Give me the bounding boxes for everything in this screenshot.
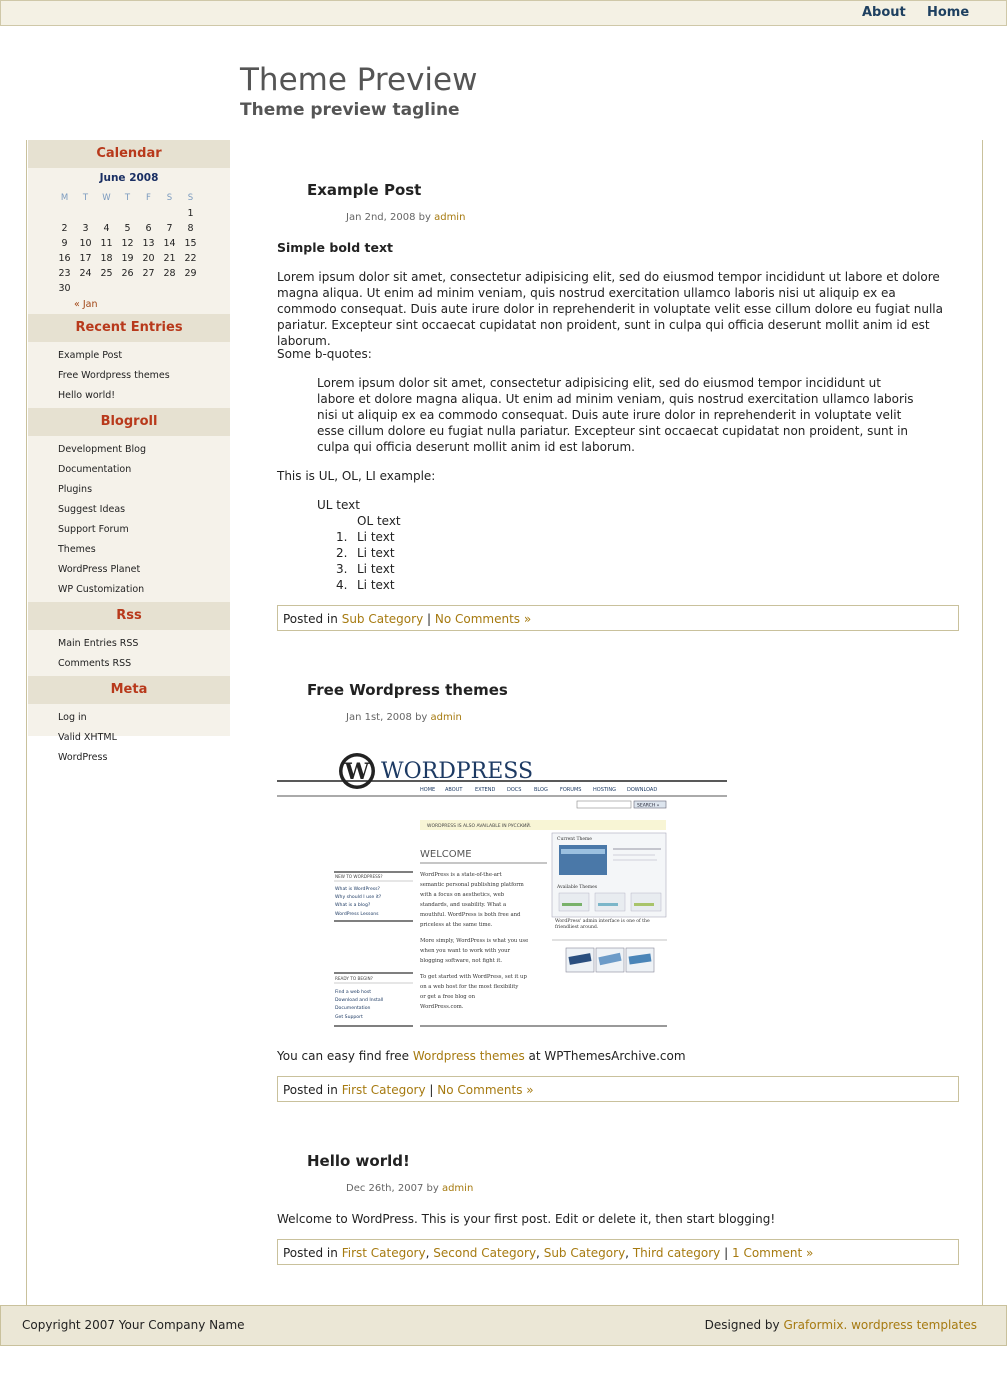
wp-current-theme: Current Theme — [557, 837, 592, 842]
calendar-day: 27 — [142, 268, 155, 279]
wordpress-logo-icon — [339, 753, 375, 789]
comments-link[interactable]: No Comments » — [437, 1083, 534, 1097]
designed-by-label: Designed by — [704, 1318, 780, 1332]
blogroll-link[interactable]: Development Blog — [58, 444, 146, 455]
wp-search-box — [577, 801, 631, 808]
wp-more-line: More simply, WordPress is what you use — [420, 938, 529, 944]
comma: , — [425, 1246, 430, 1260]
rss-list — [28, 630, 230, 676]
blogroll-link[interactable]: Plugins — [58, 484, 93, 495]
rss-link[interactable]: Comments RSS — [58, 658, 132, 669]
calendar-day: 11 — [100, 238, 113, 249]
post-paragraph: Welcome to WordPress. This is your first post. Edit or delete it, then start blogging! — [277, 1212, 776, 1226]
comments-link[interactable]: No Comments » — [434, 612, 532, 626]
calendar-day: 17 — [79, 253, 92, 264]
wp-available-themes: Available Themes — [557, 885, 598, 890]
weekday: M — [60, 193, 69, 203]
weekday: W — [102, 193, 111, 203]
comma: , — [625, 1246, 629, 1260]
calendar-day: 9 — [61, 238, 68, 249]
blogroll-link[interactable]: Support Forum — [58, 524, 129, 535]
rss-heading: Rss — [28, 602, 230, 630]
post-meta — [346, 712, 462, 723]
blogroll-link[interactable]: Suggest Ideas — [58, 504, 126, 515]
blogroll-link[interactable]: WP Customization — [58, 584, 145, 595]
wp-caption-line: WordPress' admin interface is one of the — [555, 919, 650, 924]
meta-heading: Meta — [28, 676, 230, 704]
li-item: Li text — [357, 562, 395, 576]
wp-search-button: SEARCH » — [637, 803, 660, 809]
li-item: Li text — [357, 530, 395, 544]
post-footer — [277, 1076, 959, 1102]
post-paragraph — [277, 1048, 957, 1064]
post-author-link[interactable]: admin — [441, 1183, 474, 1194]
post-title[interactable]: Hello world! — [307, 1152, 410, 1170]
rss-link[interactable]: Main Entries RSS — [58, 638, 139, 649]
posted-in-label: Posted in — [283, 612, 338, 626]
wp-ready-heading: READY TO BEGIN? — [335, 976, 373, 981]
wp-ready-link: Documentation — [335, 1006, 371, 1011]
posted-in-label: Posted in — [283, 1083, 338, 1097]
calendar-day — [159, 206, 180, 221]
recent-entry-link[interactable]: Free Wordpress themes — [58, 370, 170, 381]
wp-menu-item: DOCS — [507, 787, 522, 793]
post-author-link[interactable]: admin — [434, 212, 466, 223]
designed-by — [705, 1318, 977, 1332]
calendar-day — [75, 206, 96, 221]
nav-about-link[interactable]: About — [862, 5, 906, 20]
calendar-day: 2 — [61, 223, 68, 234]
category-link[interactable]: Third category — [632, 1246, 721, 1260]
text-after-link: at WPThemesArchive.com — [528, 1049, 686, 1063]
calendar-heading: Calendar — [28, 140, 230, 168]
wordpress-themes-link[interactable]: Wordpress themes — [412, 1049, 525, 1063]
wp-welcome: WELCOME — [420, 849, 472, 860]
posted-in-label: Posted in — [283, 1246, 338, 1260]
calendar-day: 13 — [142, 238, 155, 249]
wp-caption-line: friendliest around. — [555, 925, 599, 930]
recent-entries-heading: Recent Entries — [28, 314, 230, 342]
wp-intro-line: standards, and usability. What a — [420, 902, 507, 908]
calendar-day: 30 — [58, 283, 71, 294]
wp-menu-item: ABOUT — [445, 787, 463, 793]
post-date: Dec 26th, 2007 by — [346, 1183, 439, 1194]
wp-intro-line: semantic personal publishing platform — [420, 882, 524, 888]
calendar-day: 8 — [187, 223, 194, 234]
calendar-day: 19 — [121, 253, 134, 264]
post-date: Jan 2nd, 2008 by — [346, 212, 431, 223]
weekday: T — [124, 193, 131, 203]
bquotes-label: Some b-quotes: — [277, 347, 372, 361]
wp-thumbnails — [566, 948, 654, 972]
weekday: T — [82, 193, 89, 203]
wp-ready-link: Get Support — [335, 1015, 363, 1020]
svg-text:W: W — [344, 759, 370, 785]
post-date: Jan 1st, 2008 by — [346, 712, 428, 723]
text-before-link: You can easy find free — [277, 1049, 410, 1063]
calendar-day — [117, 206, 138, 221]
separator: | — [429, 1083, 434, 1097]
calendar-day — [180, 281, 201, 296]
wp-start-line: To get started with WordPress, set it up — [420, 974, 527, 980]
nav-home-link[interactable]: Home — [927, 5, 970, 20]
calendar-day: 15 — [184, 238, 197, 249]
calendar-day: 10 — [79, 238, 92, 249]
meta-link[interactable]: Valid XHTML — [58, 732, 117, 743]
calendar-day: 23 — [58, 268, 71, 279]
wp-ready-link: Find a web host — [335, 990, 372, 995]
wp-start-line: WordPress.com. — [420, 1004, 464, 1010]
calendar-day: 7 — [166, 223, 173, 234]
wp-new-link: WordPress Lessons — [335, 912, 379, 917]
wp-menu-item: HOME — [420, 787, 436, 793]
blogroll-link[interactable]: WordPress Planet — [58, 564, 141, 575]
weekday: S — [166, 193, 173, 203]
meta-link[interactable]: Log in — [58, 712, 87, 723]
calendar-day: 20 — [142, 253, 155, 264]
calendar-day: 21 — [163, 253, 176, 264]
separator: | — [724, 1246, 729, 1260]
wp-intro-line: WordPress is a state-of-the-art — [420, 872, 502, 878]
calendar-day: 3 — [82, 223, 89, 234]
category-link[interactable]: First Category — [341, 1246, 426, 1260]
wp-new-heading: NEW TO WORDPRESS? — [335, 874, 383, 879]
calendar-day: 25 — [100, 268, 113, 279]
blogroll-heading: Blogroll — [28, 408, 230, 436]
category-link[interactable]: First Category — [341, 1083, 426, 1097]
weekday: F — [146, 193, 151, 203]
wordpress-screenshot-image — [277, 745, 727, 1030]
li-item: Li text — [357, 546, 395, 560]
wp-more-line: blogging software, not fight it. — [420, 958, 503, 964]
wp-new-link: What is WordPress? — [335, 887, 380, 892]
weekday: S — [187, 193, 194, 203]
calendar-day — [138, 206, 159, 221]
wp-logo-text: WORDPRESS — [381, 759, 534, 784]
category-link[interactable]: Sub Category — [341, 612, 424, 626]
calendar-day: 29 — [184, 268, 197, 279]
calendar-table — [54, 190, 201, 296]
wp-ready-link: Download and Install — [335, 998, 384, 1003]
calendar-day: 1 — [187, 208, 194, 219]
calendar-day: 6 — [145, 223, 152, 234]
calendar-day: 24 — [79, 268, 92, 279]
blockquote: Lorem ipsum dolor sit amet, consectetur adipisicing elit, sed do eiusmod tempor incididunt ut labore et dolore magna aliqua. Ut enim ad minim veniam, quis nostrud exercitation ullamco laboris nisi ut aliquip ex ea commodo consequat. Duis aute irure dolor in reprehenderit in voluptate velit esse cillum dolore eu fugiat nulla pariatur. Excepteur sint occaecat cupidatat non proident, sunt in culpa qui officia deserunt mollit anim id est laborum. — [317, 376, 914, 454]
li-number: 4. — [336, 578, 348, 592]
post-meta — [346, 1183, 473, 1194]
calendar-day — [138, 281, 159, 296]
calendar-day: 12 — [121, 238, 134, 249]
calendar-prev-link[interactable]: « Jan — [74, 299, 98, 310]
wp-notice: WORDPRESS IS ALSO AVAILABLE IN РУССКИЙ. — [427, 824, 532, 829]
blogroll-link[interactable]: Themes — [58, 544, 96, 555]
calendar-day: 5 — [124, 223, 131, 234]
copyright-text: Copyright 2007 Your Company Name — [22, 1318, 245, 1332]
wp-new-link: Why should I use it? — [335, 895, 382, 900]
post-author-link[interactable]: admin — [430, 712, 462, 723]
wp-menu-item: BLOG — [534, 787, 548, 793]
calendar-day: 22 — [184, 253, 197, 264]
ul-text: UL text — [317, 498, 360, 512]
wp-menu-item: DOWNLOAD — [627, 787, 658, 793]
wp-intro-line: with a focus on aesthetics, web — [420, 892, 505, 898]
recent-entries-list — [28, 342, 230, 408]
comma: , — [536, 1246, 540, 1260]
site-tagline: Theme preview tagline — [240, 100, 460, 120]
page-footer — [0, 1305, 1007, 1346]
li-number: 2. — [336, 546, 348, 560]
wp-intro-line: mouthful. WordPress is both free and — [420, 912, 521, 918]
wp-more-line: when you want to work with your — [420, 948, 511, 954]
calendar-day — [54, 206, 75, 221]
separator: | — [427, 612, 432, 626]
calendar-day — [96, 281, 117, 296]
post-meta — [346, 212, 465, 223]
designer-link[interactable]: Graformix. wordpress templates — [783, 1318, 977, 1332]
calendar-month: June 2008 — [99, 172, 159, 184]
category-link[interactable]: Sub Category — [543, 1246, 626, 1260]
wp-menu-item: HOSTING — [593, 787, 617, 793]
list-label: This is UL, OL, LI example: — [277, 469, 436, 483]
calendar-day: 28 — [163, 268, 176, 279]
calendar-day — [117, 281, 138, 296]
site-title[interactable]: Theme Preview — [240, 62, 478, 98]
meta-list — [28, 704, 230, 770]
li-item: Li text — [357, 578, 395, 592]
top-nav-bar — [0, 0, 1007, 26]
calendar-day — [159, 281, 180, 296]
wp-intro-line: priceless at the same time. — [420, 922, 493, 928]
recent-entry-link[interactable]: Example Post — [58, 350, 123, 361]
calendar-day: 4 — [103, 223, 110, 234]
bold-text: Simple bold text — [277, 240, 393, 255]
blogroll-list — [28, 436, 230, 602]
calendar-day: 26 — [121, 268, 134, 279]
post-footer — [277, 1239, 959, 1265]
wp-new-link: What is a blog? — [335, 903, 371, 908]
calendar-day: 18 — [100, 253, 113, 264]
calendar-day: 14 — [163, 238, 176, 249]
blogroll-link[interactable]: Documentation — [58, 464, 132, 475]
calendar-day — [96, 206, 117, 221]
category-link[interactable]: Second Category — [433, 1246, 537, 1260]
meta-link[interactable]: WordPress — [58, 752, 108, 763]
li-number: 3. — [336, 562, 348, 576]
wp-menu-item: EXTEND — [475, 787, 496, 793]
post-title[interactable]: Free Wordpress themes — [307, 681, 508, 699]
post-paragraph: Lorem ipsum dolor sit amet, consectetur adipisicing elit, sed do eiusmod tempor incididunt ut labore et dolore magna aliqua. Ut enim ad minim veniam, quis nostrud exercitation ullamco laboris nisi ut aliquip ex ea commodo consequat. Duis aute irure dolor in reprehenderit in voluptate velit esse cillum dolore eu fugiat nulla pariatur. Excepteur sint occaecat cupidatat non proident, sunt in culpa qui officia deserunt mollit anim id est laborum. — [277, 270, 943, 348]
post-title[interactable]: Example Post — [307, 181, 422, 199]
wp-start-line: or get a free blog on — [420, 994, 475, 1000]
calendar-day: 16 — [58, 253, 71, 264]
li-number: 1. — [336, 530, 348, 544]
recent-entry-link[interactable]: Hello world! — [58, 390, 116, 401]
comments-link[interactable]: 1 Comment » — [732, 1246, 814, 1260]
sidebar — [28, 140, 230, 763]
ol-text: OL text — [357, 514, 401, 528]
post-footer — [277, 605, 959, 631]
wp-start-line: on a web host for the most flexibility — [420, 984, 519, 990]
wp-menu-item: FORUMS — [560, 787, 582, 793]
calendar-day — [75, 281, 96, 296]
